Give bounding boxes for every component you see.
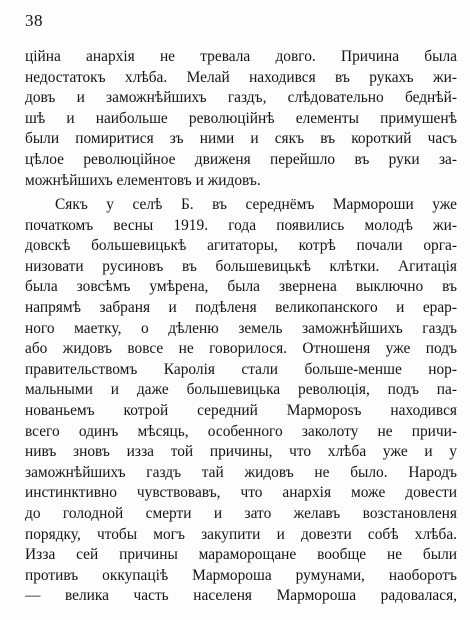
text-line: всего одинъ мѣсяць, особенного заколоту не причи-: [25, 422, 457, 440]
text-line: ного маетку, о дѣленю земель заможнѣйшихъ газдъ: [25, 319, 457, 337]
text-line: — велика часть населеня Мармороша радовалася,: [25, 587, 457, 605]
text-line: нивъ зновъ изза той причины, что хлѣба уже и у: [25, 443, 457, 461]
text-line: шѣ и наибольше революцiйнѣ елементы примушенѣ: [25, 109, 457, 127]
page-number: 38: [25, 11, 43, 30]
text-line: можнѣйшихъ елементовъ и жидовъ.: [25, 171, 261, 189]
text-line: противъ оккупацiѣ Мармороша румунами, наоборотъ: [25, 566, 457, 584]
text-line: Изза сей причины мараморощане вообще не были: [25, 546, 457, 564]
text-line: нованьемъ котрой середний Мармороsъ находився: [25, 401, 457, 419]
text-line: инстинктивно чувствовавъ, что анархiя може довести: [25, 484, 457, 502]
text-line: были помиритися зъ ними и сякъ въ короткий часъ: [25, 130, 457, 148]
text-line: мальными и даже большевицька революцiя, подъ па-: [25, 381, 457, 399]
text-line: початкомъ весны 1919. года появились молодѣ жи-: [25, 216, 457, 234]
text-line: недостатокъ хлѣба. Мелай находився въ рукахъ жи-: [25, 68, 457, 86]
text-line: цѣлое революцiйное движеня перейшло въ руки за-: [25, 150, 457, 168]
paragraph: [25, 195, 457, 607]
text-line: порядку, чтобы могъ закупити и довезти собѣ хлѣба.: [25, 525, 457, 543]
text-line: напрямѣ забраня и подѣленя великопанского и ерар-: [25, 298, 457, 316]
text-line: была зовсѣмъ умѣрена, была звернена выключно въ: [25, 278, 457, 296]
text-line: Сякъ у селѣ Б. въ середнёмъ Мармороши уже: [55, 196, 457, 213]
text-line: довскѣ большевицькѣ агитаторы, котрѣ почали орга-: [25, 237, 457, 255]
text-line: до голодной смерти и зато желавъ возстановленя: [25, 504, 457, 522]
text-line: довъ и заможнѣйшихъ газдъ, слѣдовательно беднѣй-: [25, 89, 457, 107]
text-line: правительствомъ Каролiя стали больше-менше нор-: [25, 360, 457, 378]
text-line: низовати русиновъ въ большевицькѣ клѣтки. Агитацiя: [25, 257, 457, 275]
text-line: заможнѣйшихъ газдъ тай жидовъ не было. Народъ: [25, 463, 457, 481]
text-line: цiйна анархiя не тревала довго. Причина была: [25, 48, 457, 65]
paragraph: [25, 47, 457, 191]
text-line: або жидовъ вовсе не говорилося. Отношеня уже подъ: [25, 340, 457, 358]
